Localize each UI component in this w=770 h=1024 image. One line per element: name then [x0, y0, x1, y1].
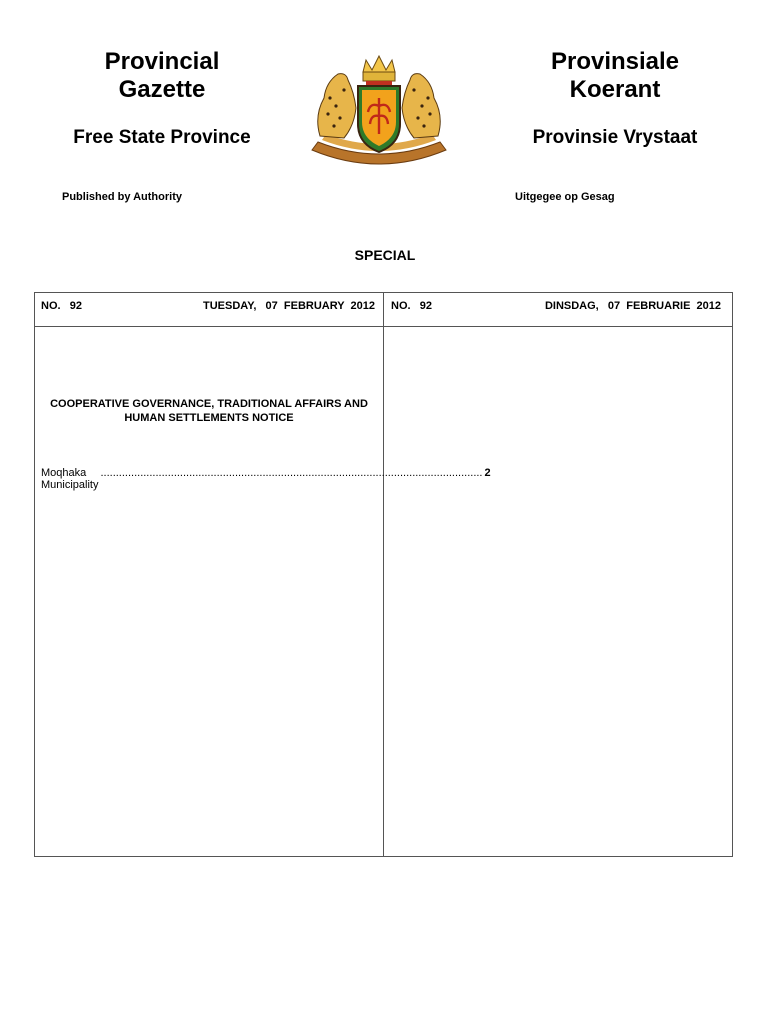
province-english: Free State Province [73, 127, 251, 148]
leader-dots: ............................................................................................................................. [100, 467, 483, 479]
gazette-title-english [62, 48, 262, 104]
contents-entry-page: 2 [484, 467, 491, 479]
notice-heading [50, 397, 368, 425]
gazette-title-afrikaans [515, 48, 715, 104]
issue-number-english: NO. 92 [41, 300, 82, 312]
published-by-authority-afrikaans: Uitgegee op Gesag [515, 191, 615, 203]
issue-date-afrikaans: DINSDAG, 07 FEBRUARIE 2012 [544, 300, 721, 312]
published-by-authority: Published by Authority [62, 191, 182, 203]
title-line-1: Provincial [104, 48, 220, 75]
column-divider [383, 292, 384, 857]
contents-entry-title: Moqhaka Municipality [41, 467, 99, 491]
issue-date-english: TUESDAY, 07 FEBRUARY 2012 [203, 300, 375, 312]
province-afrikaans: Provinsie Vrystaat [532, 127, 698, 148]
contents-entry[interactable] [41, 467, 491, 491]
title-line-2: Koerant [569, 76, 661, 103]
title-line-2: Gazette [118, 76, 206, 103]
special-edition-label: SPECIAL [354, 247, 416, 263]
title-line-1: Provinsiale [550, 48, 680, 75]
notice-heading-line-2: HUMAN SETTLEMENTS NOTICE [124, 412, 294, 424]
coat-of-arms-icon [300, 46, 458, 174]
header-divider [34, 326, 733, 327]
issue-number-afrikaans: NO. 92 [391, 300, 432, 312]
notice-heading-line-1: COOPERATIVE GOVERNANCE, TRADITIONAL AFFAIRS AND [50, 398, 368, 410]
